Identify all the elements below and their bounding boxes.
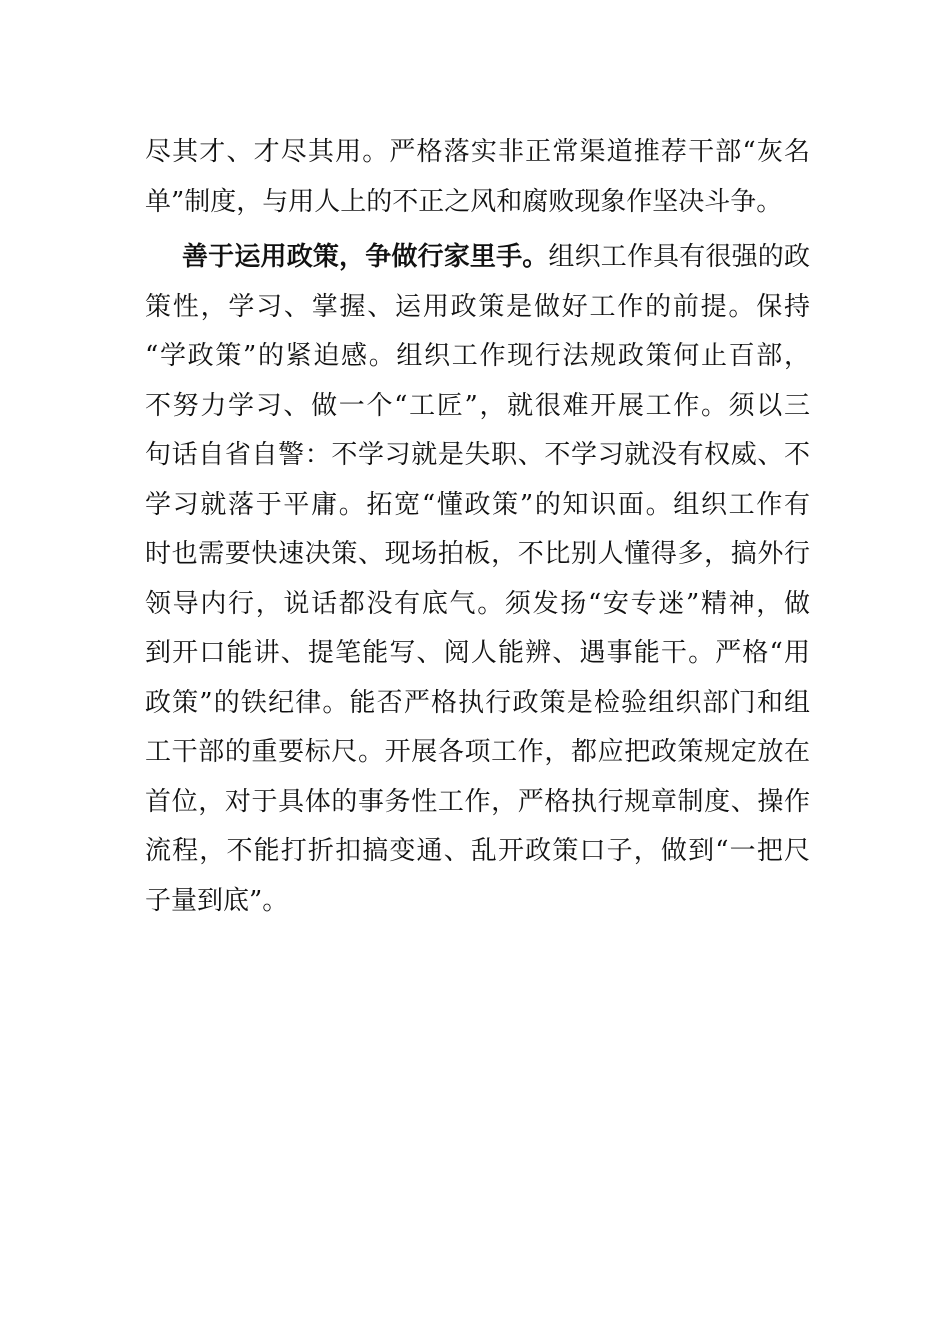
text-line: 工干部的重要标尺。开展各项工作，都应把政策规定放在 [145, 737, 810, 767]
text-line: 尽其才、才尽其用。严格落实非正常渠道推荐干部“灰名 [145, 137, 810, 167]
text-line: 流程，不能打折扣搞变通、乱开政策口子，做到“一把尺 [145, 836, 810, 866]
text-line: 不努力学习、做一个“工匠”，就很难开展工作。须以三 [145, 390, 810, 421]
text-run: 组织工作具有很强的政 [548, 242, 810, 272]
text-line: 领导内行，说话都没有底气。须发扬“安专迷”精神，做 [145, 588, 810, 619]
text-line: 学习就落于平庸。拓宽“懂政策”的知识面。组织工作有 [145, 489, 810, 520]
text-line: 到开口能讲、提笔能写、阅人能辨、遇事能干。严格“用 [145, 638, 810, 668]
paragraph-1 [145, 128, 810, 227]
text-line: 单”制度，与用人上的不正之风和腐败现象作坚决斗争。 [145, 186, 783, 217]
body-text [145, 128, 810, 926]
text-line: 子量到底”。 [145, 885, 289, 916]
text-line: 政策”的铁纪律。能否严格执行政策是检验组织部门和组 [145, 687, 810, 718]
text-line: “学政策”的紧迫感。组织工作现行法规政策何止百部， [145, 341, 810, 371]
text-line: 首位，对于具体的事务性工作，严格执行规章制度、操作 [145, 786, 810, 817]
text-line: 策性，学习、掌握、运用政策是做好工作的前提。保持 [145, 291, 810, 322]
paragraph-2 [145, 233, 810, 926]
text-line: 时也需要快速决策、现场拍板，不比别人懂得多，搞外行 [145, 539, 810, 569]
paragraph-first-line [145, 233, 810, 283]
text-line: 句话自省自警：不学习就是失职、不学习就没有权威、不 [145, 440, 810, 470]
paragraph-heading: 善于运用政策，争做行家里手。 [182, 242, 549, 272]
